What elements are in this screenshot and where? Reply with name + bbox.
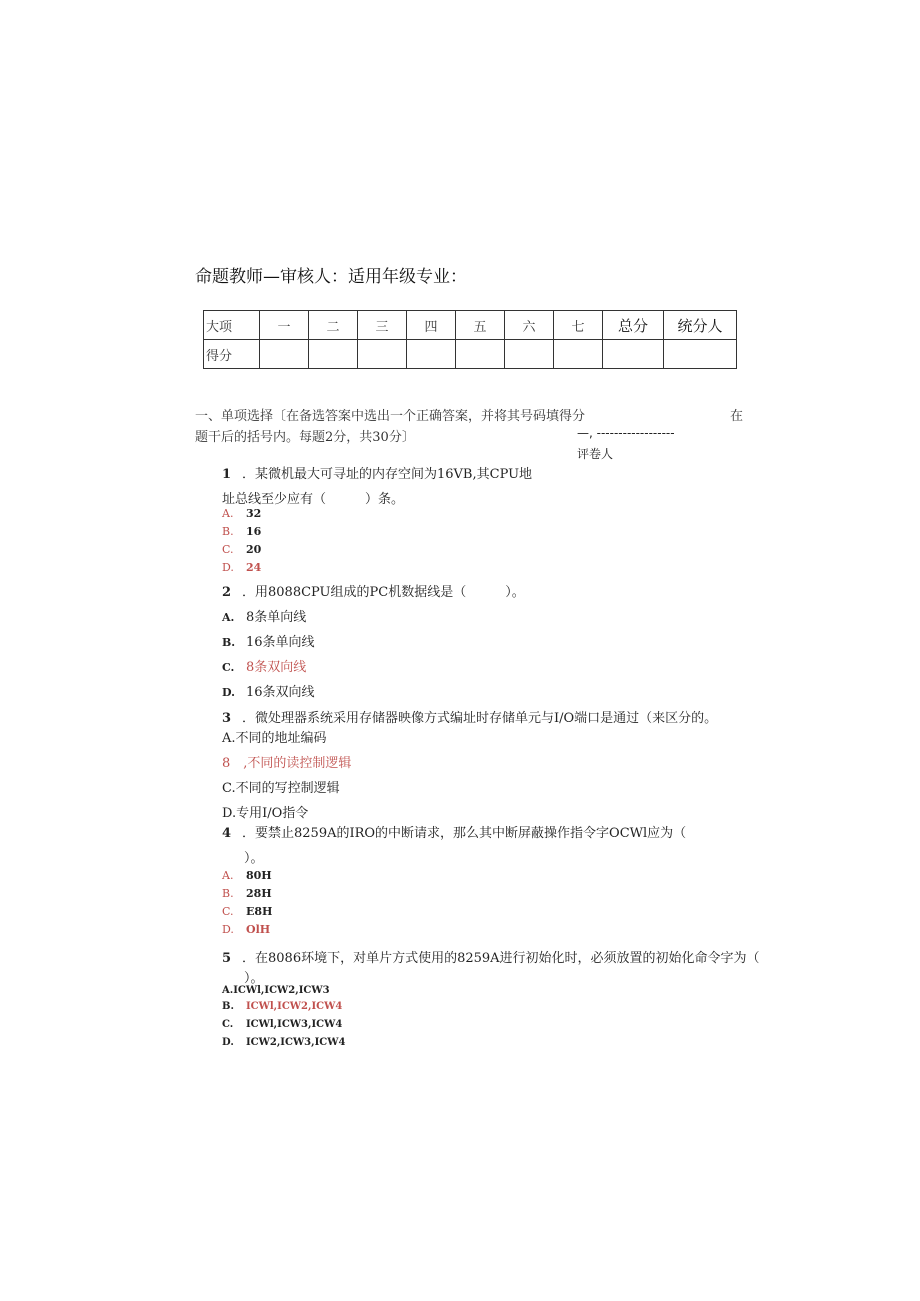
question-4-continuation: ）。 (244, 851, 264, 866)
score-row-label: 得分 (204, 340, 260, 369)
question-3 (222, 707, 717, 726)
score-input-2[interactable] (309, 340, 358, 369)
question-text: ．要禁止8259A的IRO的中断请求，那么其中断屏蔽操作指令字OCWl应为（ (242, 826, 687, 841)
q4-option-c[interactable] (222, 905, 272, 918)
question-number: 3 (222, 711, 232, 726)
option-value: 80H (246, 869, 272, 882)
option-letter: C. (222, 661, 235, 674)
section-instruction-tail: 在 (730, 409, 744, 424)
score-input-total[interactable] (603, 340, 664, 369)
q4-option-a[interactable] (222, 869, 272, 882)
option-letter: C. (222, 905, 234, 918)
option-value: 24 (246, 561, 262, 574)
question-number: 5 (222, 951, 232, 966)
option-letter: B. (222, 887, 234, 900)
option-letter: B. (222, 525, 234, 538)
q3-option-b[interactable]: 8 ,不同的读控制逻辑 (222, 756, 352, 771)
score-cell-tallier: 统分人 (664, 311, 737, 340)
question-text: ．微处理器系统采用存储器映像方式编址时存储单元与I/O端口是通过（来区分的。 (242, 711, 718, 726)
option-letter: C. (222, 543, 234, 556)
question-1-continuation: 址总线至少应有（ ）条。 (222, 492, 405, 507)
score-input-1[interactable] (260, 340, 309, 369)
option-letter: D. (222, 561, 234, 574)
option-letter: B. (222, 1001, 234, 1012)
option-value: 16 (246, 525, 262, 538)
score-input-3[interactable] (358, 340, 407, 369)
option-value: ICWl,ICW3,ICW4 (246, 1019, 343, 1030)
option-value: ICW2,ICW3,ICW4 (246, 1037, 346, 1048)
score-input-tallier[interactable] (664, 340, 737, 369)
score-cell-7: 七 (554, 311, 603, 340)
option-value: 8条单向线 (246, 610, 307, 625)
q5-option-c[interactable] (222, 1019, 342, 1030)
q4-option-b[interactable] (222, 887, 272, 900)
q2-option-d[interactable] (222, 681, 315, 700)
q1-option-b[interactable] (222, 525, 261, 538)
option-letter: D. (222, 923, 234, 936)
score-table-header-row (204, 311, 737, 340)
question-5 (222, 947, 760, 966)
option-letter: D. (222, 1037, 234, 1048)
option-letter: A. (222, 611, 235, 624)
score-cell-total: 总分 (603, 311, 664, 340)
q3-option-c[interactable]: C.不同的写控制逻辑 (222, 781, 340, 796)
score-cell-5: 五 (456, 311, 505, 340)
option-letter: C. (222, 1019, 234, 1030)
question-text: ．在8086环境下，对单片方式使用的8259A进行初始化时，必须放置的初始化命令字为（ (242, 951, 760, 966)
question-4 (222, 822, 686, 841)
section-instruction-line1: 一、单项选择〔在备选答案中选出一个正确答案，并将其号码填得分 (195, 409, 586, 424)
question-number: 2 (222, 585, 232, 600)
score-input-5[interactable] (456, 340, 505, 369)
question-text: ．某微机最大可寻址的内存空间为16VB,其CPU地 (242, 467, 533, 482)
q4-option-d[interactable] (222, 923, 270, 936)
option-value: ICWl,ICW2,ICW4 (246, 1001, 343, 1012)
q5-option-a[interactable] (222, 985, 330, 996)
q3-option-a[interactable]: A.不同的地址编码 (222, 731, 327, 746)
option-letter: A. (222, 985, 234, 996)
question-number: 4 (222, 826, 232, 841)
option-value: 28H (246, 887, 272, 900)
option-letter: A. (222, 507, 234, 520)
score-cell-3: 三 (358, 311, 407, 340)
question-5-continuation: ）。 (244, 971, 264, 986)
score-input-7[interactable] (554, 340, 603, 369)
option-value: 32 (246, 507, 262, 520)
score-cell-category: 大项 (204, 311, 260, 340)
scorer-dash-line: —, ------------------ (577, 426, 675, 440)
q2-option-b[interactable] (222, 631, 315, 650)
q1-option-d[interactable] (222, 561, 261, 574)
score-input-6[interactable] (505, 340, 554, 369)
option-value: ICWl,ICW2,ICW3 (233, 985, 330, 996)
question-1 (222, 463, 532, 482)
q3-option-d[interactable]: D.专用I/O指令 (222, 806, 309, 821)
option-letter: A. (222, 869, 234, 882)
q5-option-d[interactable] (222, 1037, 345, 1048)
option-value: OlH (246, 923, 271, 936)
option-value: 8条双向线 (246, 660, 307, 675)
q5-option-b[interactable] (222, 1001, 342, 1012)
score-cell-2: 二 (309, 311, 358, 340)
question-text: ．用8088CPU组成的PC机数据线是（ ）。 (242, 585, 525, 600)
option-letter: D. (222, 686, 235, 699)
score-cell-1: 一 (260, 311, 309, 340)
question-2 (222, 581, 525, 600)
score-table (203, 310, 737, 369)
option-letter: B. (222, 636, 236, 649)
score-cell-4: 四 (407, 311, 456, 340)
exam-header: 命题教师—审核人：适用年级专业： (195, 267, 467, 287)
section-instruction-line2: 题干后的括号内。每题2分，共30分〕 (195, 430, 415, 445)
option-value: E8H (246, 905, 273, 918)
q2-option-c[interactable] (222, 656, 306, 675)
score-cell-6: 六 (505, 311, 554, 340)
scorer-label: 评卷人 (577, 447, 614, 461)
score-table-score-row (204, 340, 737, 369)
question-number: 1 (222, 467, 232, 482)
option-value: 20 (246, 543, 262, 556)
option-value: 16条双向线 (246, 685, 315, 700)
q1-option-c[interactable] (222, 543, 261, 556)
q1-option-a[interactable] (222, 507, 261, 520)
score-input-4[interactable] (407, 340, 456, 369)
option-value: 16条单向线 (246, 635, 315, 650)
q2-option-a[interactable] (222, 606, 306, 625)
